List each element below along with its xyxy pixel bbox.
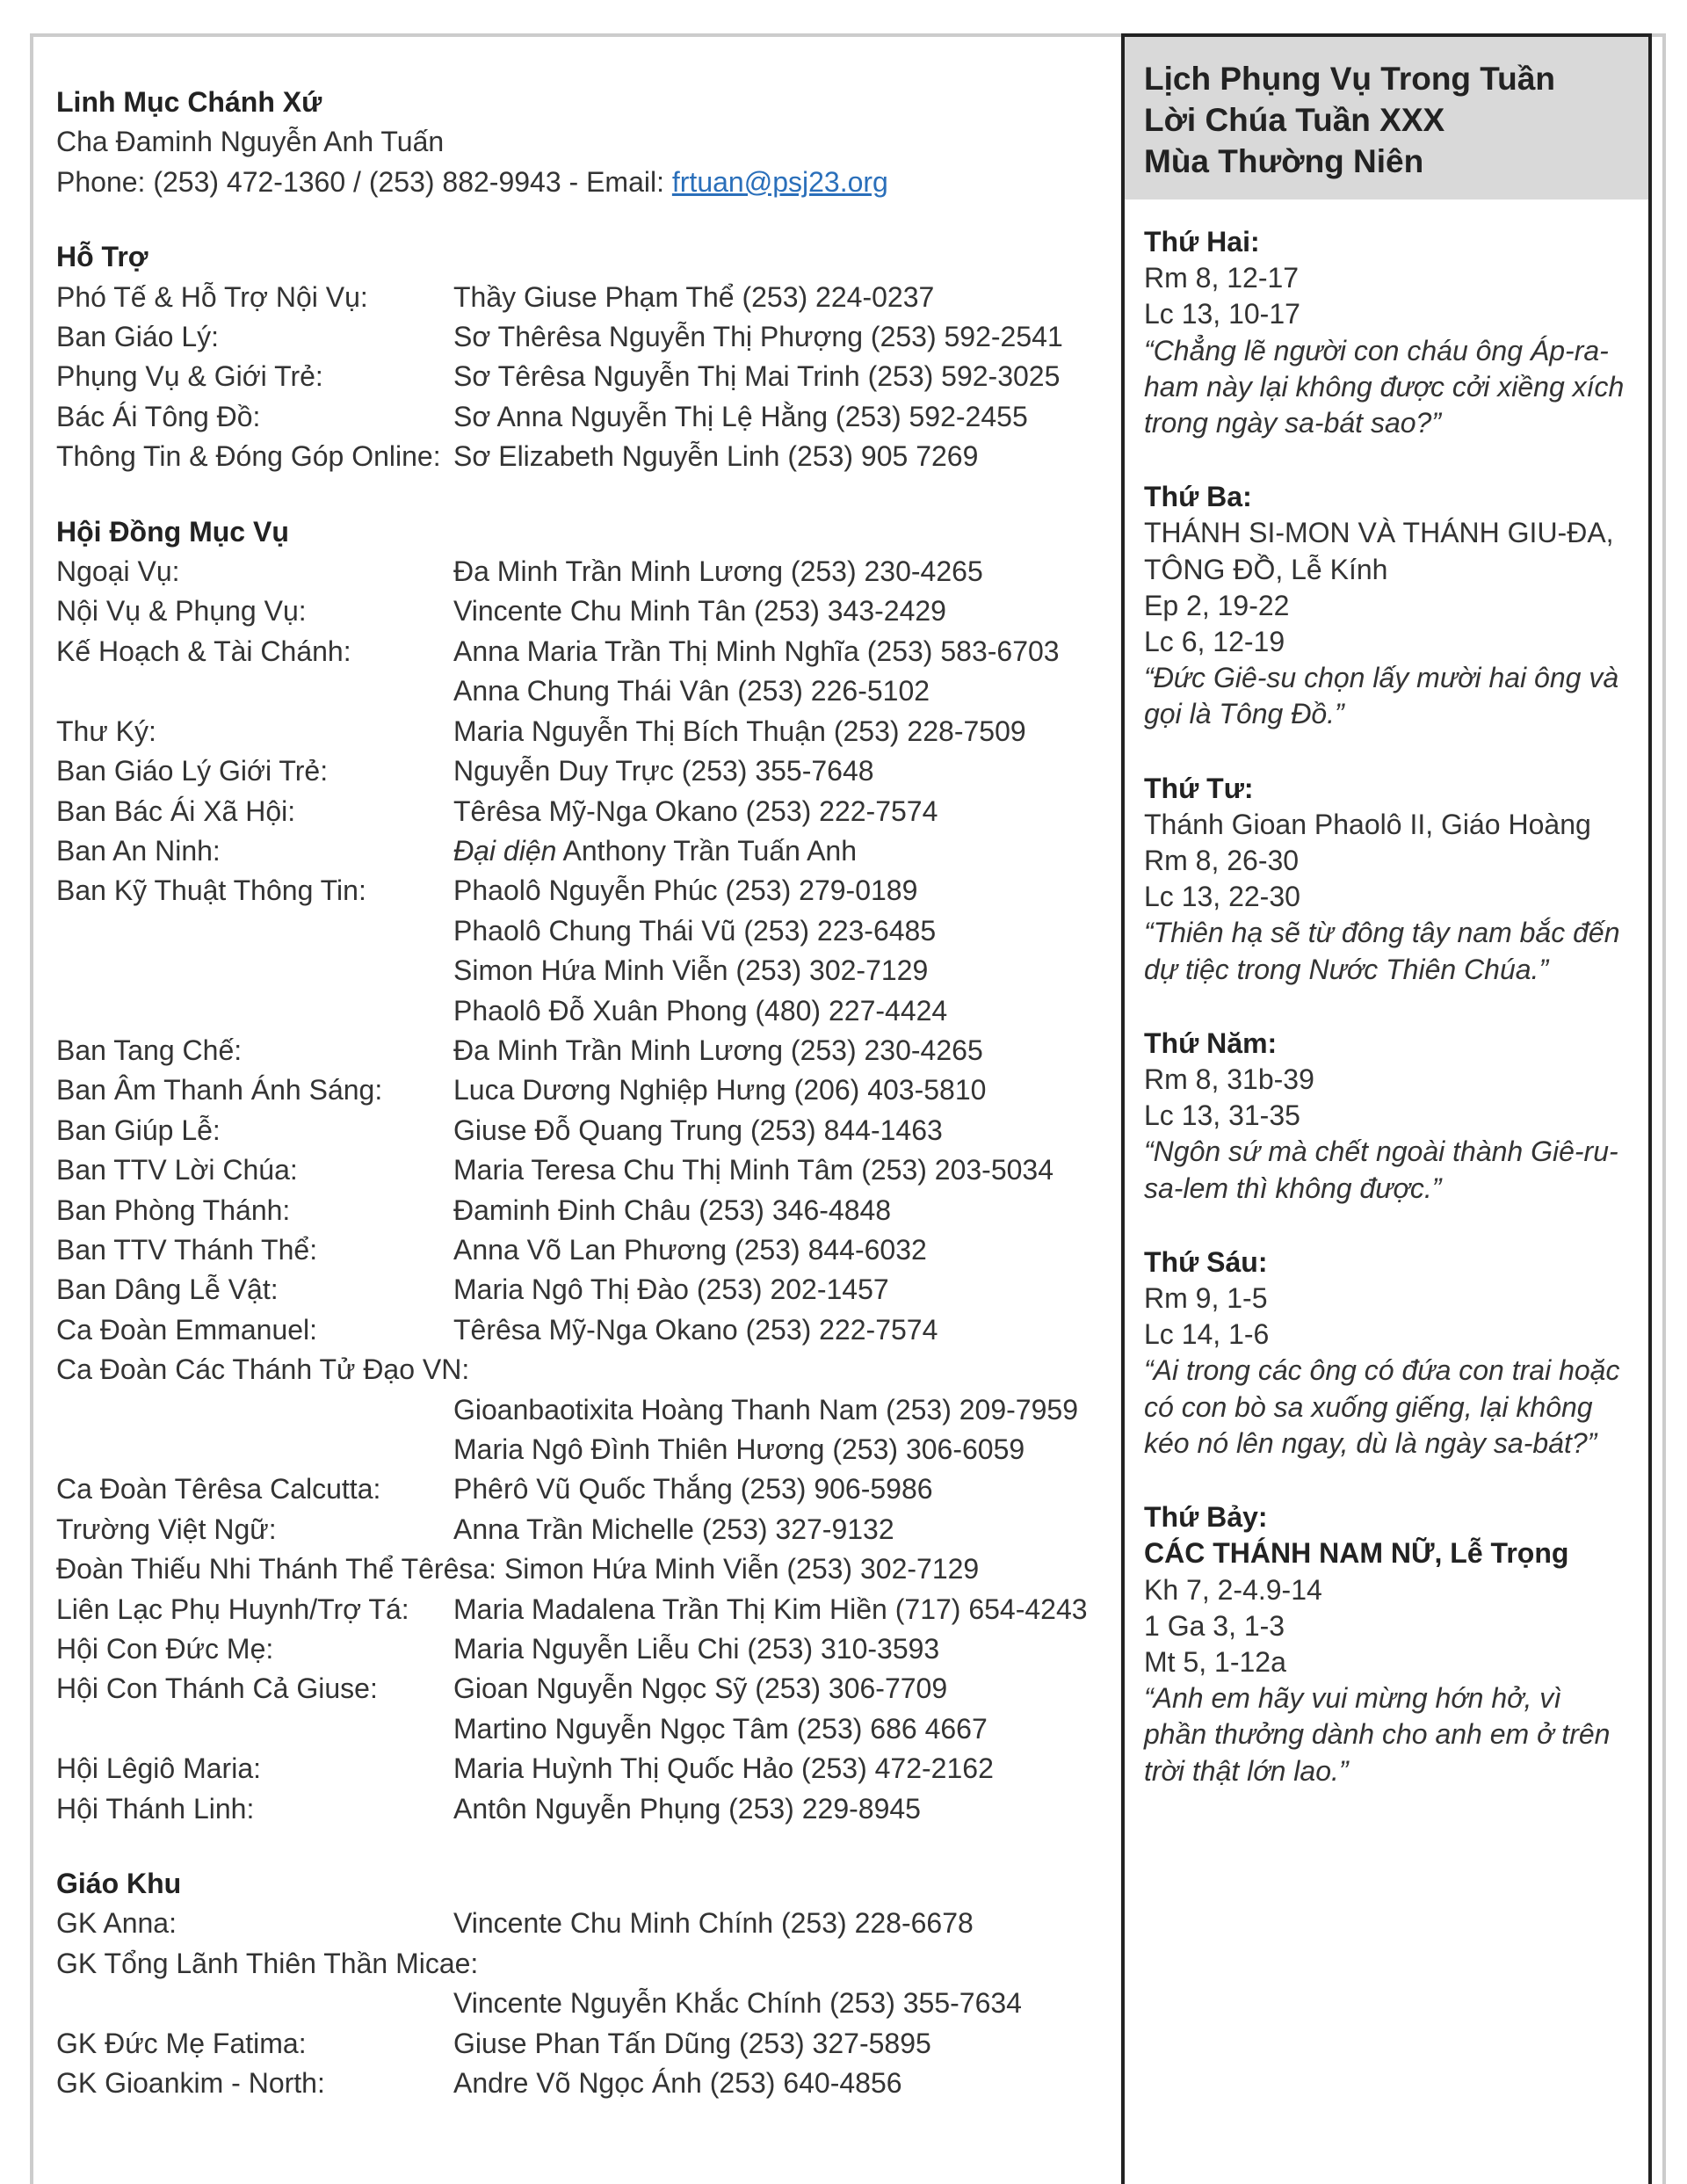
council-row: Hội Thánh Linh: Antôn Nguyễn Phụng (253) 229-8945 (56, 1792, 921, 1825)
council-row: Ban Giúp Lễ: Giuse Đỗ Quang Trung (253) 844-1463 (56, 1114, 943, 1146)
council-row: Hội Lêgiô Maria: Maria Huỳnh Thị Quốc Hảo (253) 472-2162 (56, 1752, 994, 1785)
council-row: Ban Phòng Thánh: Đaminh Đinh Châu (253) 346-4848 (56, 1194, 892, 1226)
council-row: Ngoại Vụ: Đa Minh Trần Minh Lương (253) 230-4265 (56, 555, 983, 588)
council-row: Ca Đoàn Emmanuel: Têrêsa Mỹ-Nga Okano (253) 222-7574 (56, 1313, 938, 1346)
council-row: Hội Con Đức Mẹ: Maria Nguyễn Liễu Chi (253) 310-3593 (56, 1633, 940, 1665)
council-row: Đoàn Thiếu Nhi Thánh Thể Têrêsa: Simon Hứa Minh Viễn (253) 302-7129 (56, 1553, 980, 1585)
zone-row-continuation: Vincente Nguyễn Khắc Chính (253) 355-7634 (453, 1987, 1022, 2020)
directory-column (56, 83, 1111, 2104)
schedule-day-thursday: Thứ Năm: Rm 8, 31b-39 Lc 13, 31-35 “Ngôn sứ mà chết ngoài thành Giê-ru-sa-lem thì không được.” (1144, 1027, 1618, 1204)
zone-row: GK Gioankim - North: Andre Võ Ngọc Ánh (253) 640-4856 (56, 2067, 902, 2100)
council-row: Ca Đoàn Têrêsa Calcutta: Phêrô Vũ Quốc Thắng (253) 906-5986 (56, 1473, 933, 1506)
council-row: Ban Kỹ Thuật Thông Tin: Phaolô Nguyễn Phúc (253) 279-0189 (56, 874, 918, 907)
council-row: Ban Bác Ái Xã Hội: Têrêsa Mỹ-Nga Okano (253) 222-7574 (56, 795, 938, 827)
council-row: Ban Âm Thanh Ánh Sáng: Luca Dương Nghiệp Hưng (206) 403-5810 (56, 1074, 987, 1107)
pastor-heading: Linh Mục Chánh Xứ (56, 86, 322, 118)
schedule-body (1125, 200, 1648, 1789)
zone-row: GK Anna: Vincente Chu Minh Chính (253) 228-6678 (56, 1907, 974, 1940)
support-row: Ban Giáo Lý: Sơ Thêrêsa Nguyễn Thị Phượng (253) 592-2541 (56, 321, 1063, 353)
support-row: Bác Ái Tông Đồ: Sơ Anna Nguyễn Thị Lệ Hằng (253) 592-2455 (56, 400, 1028, 432)
pastor-email-link[interactable]: frtuan@psj23.org (671, 165, 888, 198)
schedule-day-tuesday: Thứ Ba: THÁNH SI-MON VÀ THÁNH GIU-ĐA, TÔNG ĐỒ, Lễ Kính Ep 2, 19-22 Lc 6, 12-19 “Đức Giê-su chọn lấy mười hai ông và gọi là Tông Đồ.” (1144, 481, 1619, 730)
council-row: Trường Việt Ngữ: Anna Trần Michelle (253) 327-9132 (56, 1513, 894, 1545)
council-row: Liên Lạc Phụ Huynh/Trợ Tá: Maria Madalena Trần Thị Kim Hiền (717) 654-4243 (56, 1593, 1088, 1625)
support-row: Phó Tế & Hỗ Trợ Nội Vụ: Thầy Giuse Phạm Thể (253) 224-0237 (56, 280, 935, 313)
council-row-continuation: Martino Nguyễn Ngọc Tâm (253) 686 4667 (453, 1712, 988, 1745)
pastor-name: Cha Đaminh Nguyễn Anh Tuấn (56, 126, 445, 158)
council-heading: Hội Đồng Mục Vụ (56, 515, 289, 548)
council-row: Thư Ký: Maria Nguyễn Thị Bích Thuận (253) 228-7509 (56, 715, 1026, 747)
council-row-continuation: Gioanbaotixita Hoàng Thanh Nam (253) 209-7959 (453, 1393, 1078, 1426)
council-row-continuation: Anna Chung Thái Vân (253) 226-5102 (453, 675, 930, 707)
council-row: Ban TTV Lời Chúa: Maria Teresa Chu Thị Minh Tâm (253) 203-5034 (56, 1154, 1054, 1186)
council-row-continuation: Maria Ngô Đình Thiên Hương (253) 306-6059 (453, 1433, 1025, 1465)
support-row: Thông Tin & Đóng Góp Online: Sơ Elizabeth Nguyễn Linh (253) 905 7269 (56, 440, 979, 473)
schedule-day-friday: Thứ Sáu: Rm 9, 1-5 Lc 14, 1-6 “Ai trong các ông có đứa con trai hoặc có con bò sa xuống giếng, lại không kéo nó lên ngay, dù là ngày sa-bát?” (1144, 1245, 1620, 1459)
council-row-continuation: Simon Hứa Minh Viễn (253) 302-7129 (453, 954, 929, 987)
council-row: Ban Giáo Lý Giới Trẻ: Nguyễn Duy Trực (253) 355-7648 (56, 755, 874, 787)
council-row-label-only: Ca Đoàn Các Thánh Tử Đạo VN: (56, 1353, 470, 1386)
zone-row: GK Đức Mẹ Fatima: Giuse Phan Tấn Dũng (253) 327-5895 (56, 2027, 931, 2059)
council-row-continuation: Phaolô Đỗ Xuân Phong (480) 227-4424 (453, 994, 948, 1027)
council-row: Ban Dâng Lễ Vật: Maria Ngô Thị Đào (253) 202-1457 (56, 1273, 889, 1306)
schedule-day-monday: Thứ Hai: Rm 8, 12-17 Lc 13, 10-17 “Chẳng lẽ người con cháu ông Áp-ra-ham này lại không được cởi xiềng xích trong ngày sa-bát sao?” (1144, 226, 1625, 439)
council-row-continuation: Phaolô Chung Thái Vũ (253) 223-6485 (453, 914, 937, 947)
schedule-title: Lịch Phụng Vụ Trong Tuần Lời Chúa Tuần XXX Mùa Thường Niên (1125, 37, 1648, 200)
liturgy-schedule-panel (1121, 33, 1652, 2184)
schedule-day-wednesday: Thứ Tư: Thánh Gioan Phaolô II, Giáo Hoàng Rm 8, 26-30 Lc 13, 22-30 “Thiên hạ sẽ từ đông tây nam bắc đến dự tiệc trong Nước Thiên Chúa.” (1144, 772, 1620, 985)
council-row: Ban TTV Thánh Thể: Anna Võ Lan Phương (253) 844-6032 (56, 1233, 927, 1266)
council-row: Ban An Ninh: Đại diện Anthony Trần Tuấn Anh (56, 834, 857, 867)
support-row: Phụng Vụ & Giới Trẻ: Sơ Têrêsa Nguyễn Thị Mai Trinh (253) 592-3025 (56, 360, 1061, 393)
schedule-day-saturday: Thứ Bảy: CÁC THÁNH NAM NỮ, Lễ Trọng Kh 7, 2-4.9-14 1 Ga 3, 1-3 Mt 5, 1-12a “Anh em hãy vui mừng hớn hở, vì phần thưởng dành cho anh em ở trên trời thật lớn lao.” (1144, 1501, 1611, 1787)
council-row: Ban Tang Chế: Đa Minh Trần Minh Lương (253) 230-4265 (56, 1034, 983, 1066)
support-heading: Hỗ Trợ (56, 241, 148, 273)
council-row: Nội Vụ & Phụng Vụ: Vincente Chu Minh Tân (253) 343-2429 (56, 595, 946, 628)
zone-row-label-only: GK Tổng Lãnh Thiên Thần Micae: (56, 1947, 479, 1979)
council-row: Kế Hoạch & Tài Chánh: Anna Maria Trần Thị Minh Nghĩa (253) 583-6703 (56, 635, 1060, 667)
council-row: Hội Con Thánh Cả Giuse: Gioan Nguyễn Ngọc Sỹ (253) 306-7709 (56, 1672, 948, 1705)
pastor-contact: Phone: (253) 472-1360 / (253) 882-9943 - Email: frtuan@psj23.org (56, 165, 888, 198)
zones-heading: Giáo Khu (56, 1868, 182, 1900)
